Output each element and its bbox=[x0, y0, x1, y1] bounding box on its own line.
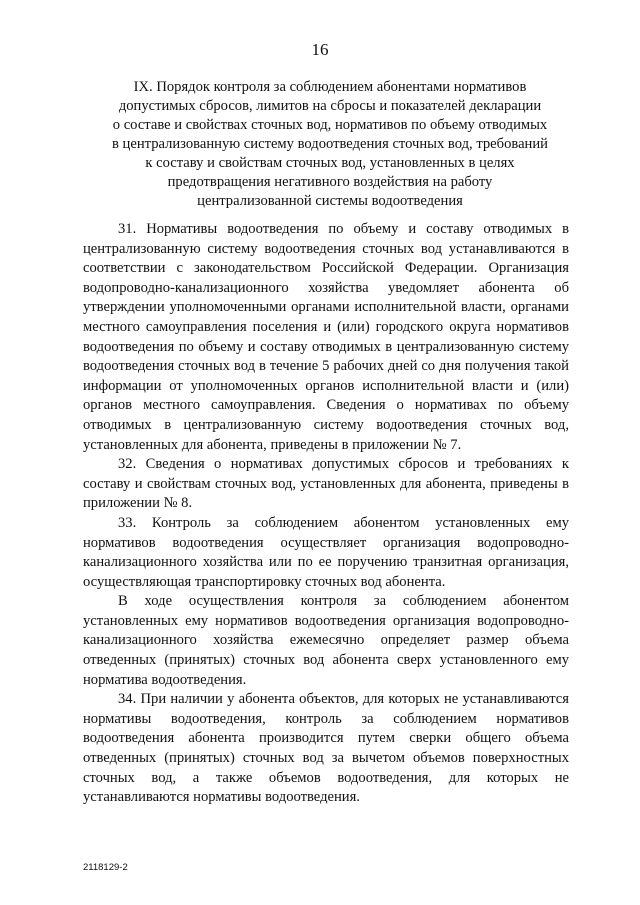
heading-line: к составу и свойствам сточных вод, установленных в целях bbox=[145, 155, 515, 171]
heading-line: предотвращения негативного воздействия на работу bbox=[167, 174, 493, 190]
section-heading bbox=[110, 78, 550, 211]
paragraph-31: 31. Нормативы водоотведения по объему и составу отводимых в централизованную систему водоотведения сточных вод устанавливаются в соответствии с законодательством Российской Федерации. Организация водопроводно-канализационного хозяйства уведомляет абонента об утверждении уполномоченными органами исполнительной власти, органами местного самоуправления поселения и (или) городского округа нормативов водоотведения по объему и составу отводимых в централизованную систему водоотведения сточных вод в течение 5 рабочих дней со дня получения такой информации от уполномоченных органов исполнительной власти и (или) органов местного самоуправления. Сведения о нормативах по объему отводимых в централизованную систему водоотведения сточных вод, установленных для абонента, приведены в приложении № 7. bbox=[83, 221, 569, 453]
heading-line: допустимых сбросов, лимитов на сбросы и показателей декларации bbox=[118, 98, 542, 114]
heading-line: IX. Порядок контроля за соблюдением абонентами нормативов bbox=[133, 79, 527, 95]
heading-line: централизованной системы водоотведения bbox=[197, 193, 463, 209]
heading-line: в централизованную систему водоотведения сточных вод, требований bbox=[112, 136, 548, 152]
paragraph-33-continued: В ходе осуществления контроля за соблюдением абонентом установленных ему нормативов водоотведения организация водопроводно-канализационного хозяйства ежемесячно определяет размер объема отведенных (принятых) сточных вод абонента сверх установленного ему норматива водоотведения. bbox=[83, 593, 569, 688]
page-number: 16 bbox=[311, 40, 329, 59]
document-body bbox=[83, 220, 569, 808]
heading-line: о составе и свойствах сточных вод, нормативов по объему отводимых bbox=[112, 117, 548, 133]
document-code: 2118129-2 bbox=[83, 862, 128, 873]
paragraph-32: 32. Сведения о нормативах допустимых сбросов и требованиях к составу и свойствам сточных вод, установленных для абонента, приведены в приложении № 8. bbox=[83, 456, 569, 512]
paragraph-34: 34. При наличии у абонента объектов, для которых не устанавливаются нормативы водоотведения, контроль за соблюдением нормативов водоотведения абонента производится путем сверки общего объема отведенных (принятых) сточных вод за вычетом объемов поверхностных сточных вод, а также объемов водоотведения, для которых не устанавливаются нормативы водоотведения. bbox=[83, 691, 569, 806]
paragraph-33: 33. Контроль за соблюдением абонентом установленных ему нормативов водоотведения осуществляет организация водопроводно-канализационного хозяйства или по ее поручению транзитная организация, осуществляющая транспортировку сточных вод абонента. bbox=[83, 514, 569, 590]
